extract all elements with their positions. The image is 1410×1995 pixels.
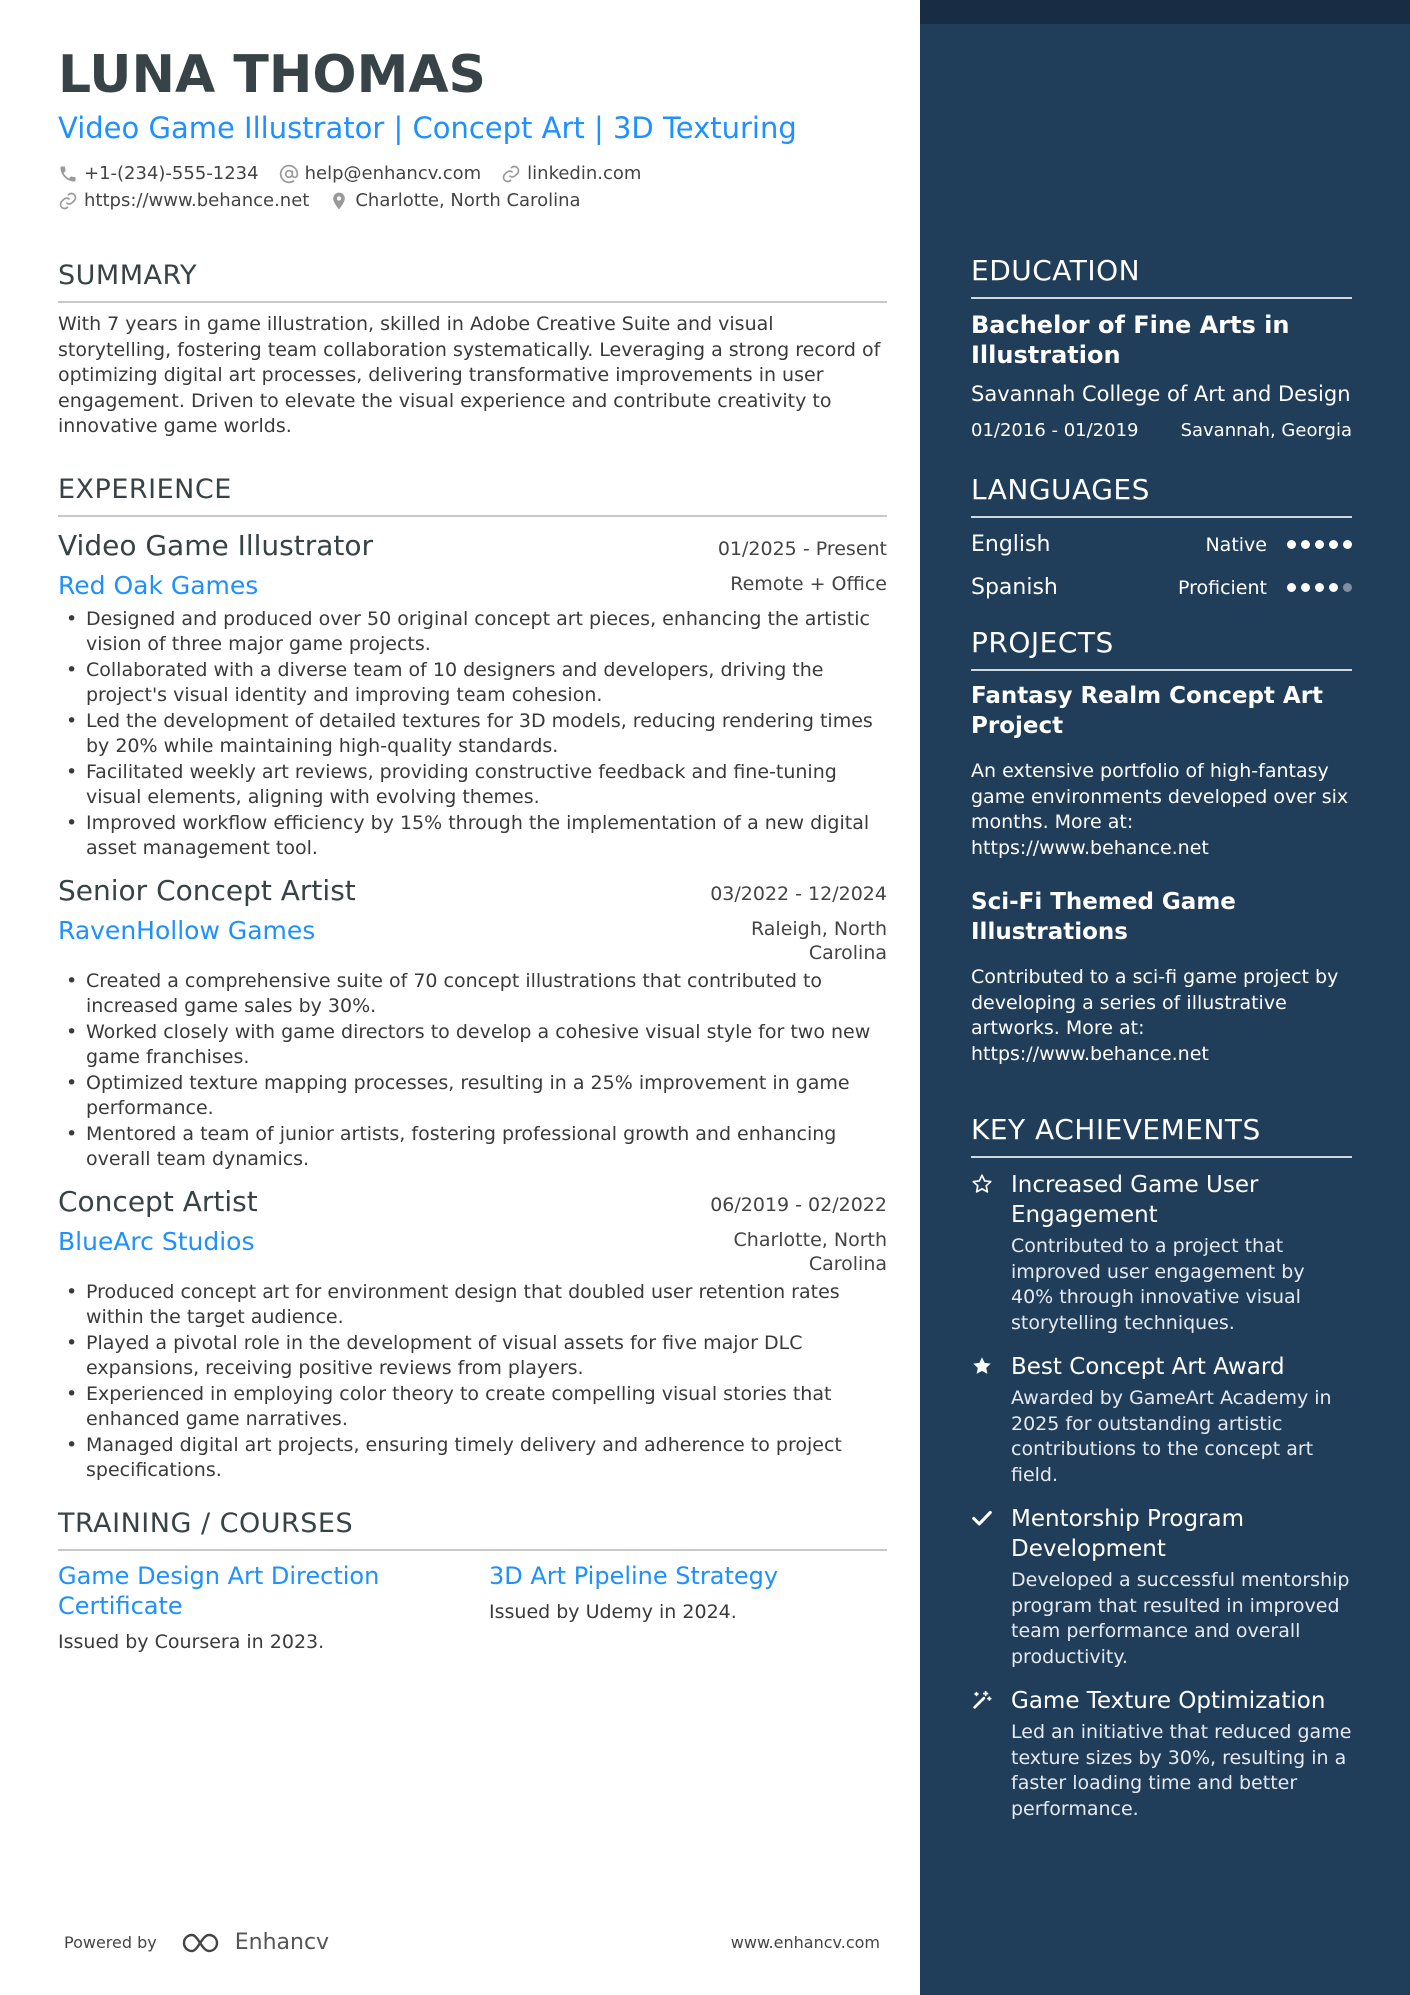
phone-contact[interactable] xyxy=(58,163,259,184)
achievement-title: Increased Game User Engagement xyxy=(1011,1172,1259,1228)
bullet-item: • Created a comprehensive suite of 70 concept illustrations that contributed to increased game sales by 30%. xyxy=(58,969,887,1020)
section-heading: PROJECTS xyxy=(971,626,1352,671)
edu-dates: 01/2016 - 01/2019 xyxy=(971,420,1139,441)
language-level: Native xyxy=(1205,533,1267,556)
training-desc: Issued by Coursera in 2023. xyxy=(58,1630,325,1653)
language-item xyxy=(971,571,1352,604)
proficiency-dot xyxy=(1329,540,1338,549)
bullet-item: • Experienced in employing color theory to create compelling visual stories that enhanced game narratives. xyxy=(58,1382,887,1433)
job-date: 01/2025 - Present xyxy=(717,537,887,560)
section-heading: SUMMARY xyxy=(58,260,887,303)
proficiency-dot xyxy=(1287,540,1296,549)
summary-text: With 7 years in game illustration, skilled in Adobe Creative Suite and visual storytelling, fostering team collaboration systematically. Leveraging a strong record of optimizing digital art processes, delivering transformative improvements in user engagement. Driven to elevate the visual experience and contribute creativity to innovative game worlds. xyxy=(58,313,881,437)
bullet-item: • Optimized texture mapping processes, resulting in a 25% improvement in game performance. xyxy=(58,1071,887,1122)
proficiency-dots xyxy=(1287,540,1352,549)
linkedin-text: linkedin.com xyxy=(527,163,642,184)
star-outline-icon xyxy=(971,1173,993,1195)
language-name: English xyxy=(971,532,1051,557)
job-date: 03/2022 - 12/2024 xyxy=(710,882,887,905)
languages-section xyxy=(971,473,1352,604)
summary-section xyxy=(58,260,887,440)
achievement-item xyxy=(971,1504,1352,1670)
bullet-item: • Designed and produced over 50 original concept art pieces, enhancing the artistic vision of three major game projects. xyxy=(58,607,887,658)
bullet-item: • Worked closely with game directors to develop a cohesive visual style for two new game franchises. xyxy=(58,1020,887,1071)
footer xyxy=(64,1930,880,1955)
job-entry xyxy=(58,872,887,1173)
enhancv-logo-icon xyxy=(181,1931,227,1955)
bullet-item: • Played a pivotal role in the development of visual assets for five major DLC expansions, receiving positive reviews from players. xyxy=(58,1331,887,1382)
achievements-section xyxy=(971,1113,1352,1822)
section-heading: EDUCATION xyxy=(971,254,1352,299)
achievement-title: Mentorship Program Development xyxy=(1011,1506,1245,1562)
website-contact[interactable] xyxy=(58,190,309,211)
training-section xyxy=(58,1508,887,1653)
achievement-title: Best Concept Art Award xyxy=(1011,1354,1285,1380)
link-icon xyxy=(58,191,78,211)
language-name: Spanish xyxy=(971,575,1058,600)
check-icon xyxy=(971,1507,993,1529)
proficiency-dot xyxy=(1301,583,1310,592)
job-entry xyxy=(58,1183,887,1484)
achievement-item xyxy=(971,1170,1352,1336)
achievement-desc: Led an initiative that reduced game texture sizes by 30%, resulting in a faster loading time and better performance. xyxy=(1011,1721,1352,1820)
enhancv-logo[interactable] xyxy=(181,1930,329,1955)
brand-name: Enhancv xyxy=(234,1930,330,1955)
project-desc: An extensive portfolio of high-fantasy game environments developed over six months. More at: https://www.behance.net xyxy=(971,760,1349,859)
bullet-item: • Managed digital art projects, ensuring timely delivery and adherence to project specifications. xyxy=(58,1433,887,1484)
project-title: Sci-Fi Themed Game Illustrations xyxy=(971,889,1236,945)
email-text: help@enhancv.com xyxy=(304,163,482,184)
magic-wand-icon xyxy=(971,1689,993,1711)
proficiency-dot xyxy=(1315,540,1324,549)
job-company: Red Oak Games xyxy=(58,570,259,600)
achievement-item xyxy=(971,1352,1352,1488)
training-item xyxy=(58,1561,489,1653)
bullet-item: • Collaborated with a diverse team of 10 designers and developers, driving the project's visual identity and improving team cohesion. xyxy=(58,658,887,709)
proficiency-dot xyxy=(1343,583,1352,592)
job-location: Remote + Office xyxy=(730,572,887,595)
at-icon xyxy=(279,164,299,184)
job-location: Raleigh, North Carolina xyxy=(751,917,887,964)
achievement-item xyxy=(971,1686,1352,1822)
edu-degree: Bachelor of Fine Arts in Illustration xyxy=(971,311,1290,369)
bullet-item: • Produced concept art for environment design that doubled user retention rates within the target audience. xyxy=(58,1280,887,1331)
job-role: Concept Artist xyxy=(58,1184,258,1218)
language-item xyxy=(971,528,1352,561)
job-date: 06/2019 - 02/2022 xyxy=(710,1193,887,1216)
link-icon xyxy=(501,164,521,184)
star-icon xyxy=(971,1355,993,1377)
section-heading: KEY ACHIEVEMENTS xyxy=(971,1113,1352,1158)
edu-location: Savannah, Georgia xyxy=(1180,420,1352,441)
proficiency-dot xyxy=(1315,583,1324,592)
project-desc: Contributed to a sci-fi game project by developing a series of illustrative artworks. More at: https://www.behance.net xyxy=(971,966,1339,1065)
edu-school: Savannah College of Art and Design xyxy=(971,382,1351,406)
linkedin-contact[interactable] xyxy=(501,163,641,184)
training-item xyxy=(489,1561,887,1653)
sidebar xyxy=(920,0,1410,1995)
projects-section xyxy=(971,626,1352,1067)
proficiency-dots xyxy=(1287,583,1352,592)
training-desc: Issued by Udemy in 2024. xyxy=(489,1600,737,1623)
job-entry xyxy=(58,527,887,862)
experience-section xyxy=(58,474,887,1484)
project-item xyxy=(971,681,1352,861)
job-role: Video Game Illustrator xyxy=(58,528,374,562)
training-title: 3D Art Pipeline Strategy xyxy=(489,1561,779,1590)
section-heading: LANGUAGES xyxy=(971,473,1352,518)
location-text: Charlotte, North Carolina xyxy=(355,190,581,211)
section-heading: TRAINING / COURSES xyxy=(58,1508,887,1551)
achievement-desc: Contributed to a project that improved user engagement by 40% through innovative visual storytelling techniques. xyxy=(1011,1235,1305,1334)
job-bullets xyxy=(58,969,887,1173)
bullet-item: • Led the development of detailed textures for 3D models, reducing rendering times by 20% while maintaining high-quality standards. xyxy=(58,709,887,760)
proficiency-dot xyxy=(1301,540,1310,549)
job-location: Charlotte, North Carolina xyxy=(733,1228,887,1275)
language-level: Proficient xyxy=(1177,576,1267,599)
proficiency-dot xyxy=(1329,583,1338,592)
job-role: Senior Concept Artist xyxy=(58,873,356,907)
achievement-desc: Developed a successful mentorship program that resulted in improved team performance and overall productivity. xyxy=(1011,1569,1350,1668)
powered-by-label: Powered by xyxy=(64,1933,157,1952)
proficiency-dot xyxy=(1287,583,1296,592)
job-bullets xyxy=(58,607,887,862)
candidate-title: Video Game Illustrator | Concept Art | 3D Texturing xyxy=(58,111,797,145)
main-column xyxy=(58,40,887,1653)
achievement-title: Game Texture Optimization xyxy=(1011,1688,1326,1714)
bullet-item: • Mentored a team of junior artists, fostering professional growth and enhancing overall team dynamics. xyxy=(58,1122,887,1173)
email-contact[interactable] xyxy=(279,163,482,184)
section-heading: EXPERIENCE xyxy=(58,474,887,517)
phone-icon xyxy=(58,164,78,184)
job-company: RavenHollow Games xyxy=(58,915,316,945)
location-contact xyxy=(329,190,580,211)
job-company: BlueArc Studios xyxy=(58,1226,255,1256)
website-text: https://www.behance.net xyxy=(84,190,310,211)
phone-text: +1-(234)-555-1234 xyxy=(84,163,259,184)
project-title: Fantasy Realm Concept Art Project xyxy=(971,683,1324,739)
job-bullets xyxy=(58,1280,887,1484)
project-item xyxy=(971,887,1352,1067)
education-section xyxy=(971,254,1352,441)
candidate-name: LUNA THOMAS xyxy=(58,45,487,105)
sidebar-top-bar xyxy=(920,0,1410,24)
achievement-desc: Awarded by GameArt Academy in 2025 for outstanding artistic contributions to the concept art field. xyxy=(1011,1387,1332,1486)
proficiency-dot xyxy=(1343,540,1352,549)
bullet-item: • Facilitated weekly art reviews, providing constructive feedback and fine-tuning visual elements, aligning with evolving themes. xyxy=(58,760,887,811)
footer-url[interactable]: www.enhancv.com xyxy=(730,1933,880,1952)
training-title: Game Design Art Direction Certificate xyxy=(58,1561,380,1620)
location-pin-icon xyxy=(329,191,349,211)
contact-info xyxy=(58,160,887,214)
bullet-item: • Improved workflow efficiency by 15% through the implementation of a new digital asset management tool. xyxy=(58,811,887,862)
